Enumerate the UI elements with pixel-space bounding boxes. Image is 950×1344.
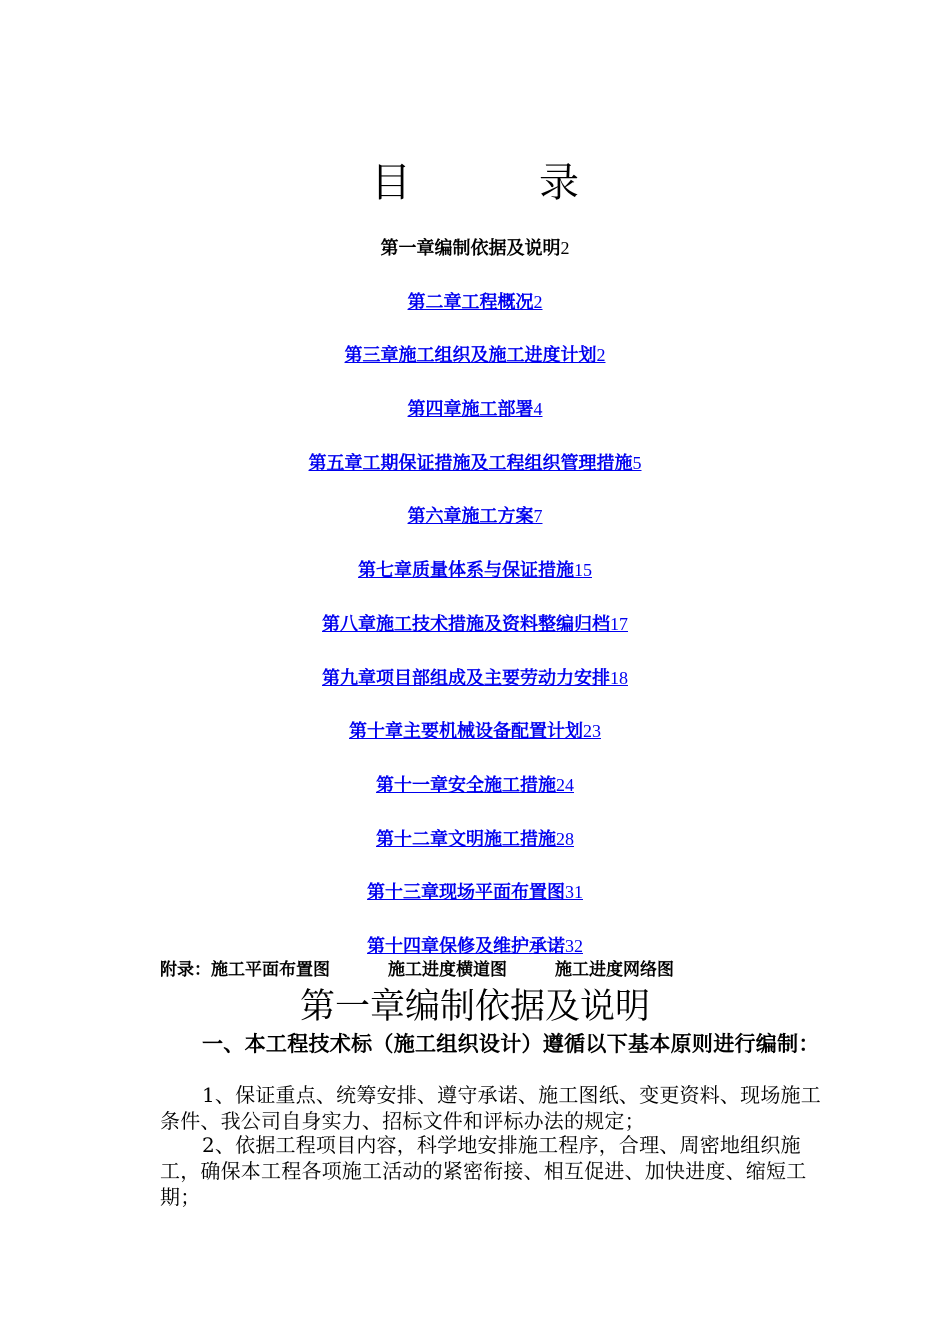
toc-link-4[interactable]	[408, 399, 543, 420]
toc-item-page: 17	[610, 613, 628, 634]
toc-link-7[interactable]	[358, 560, 592, 581]
body-paragraph-1: 1、保证重点、统筹安排、遵守承诺、施工图纸、变更资料、现场施工条件、我公司自身实力、招标文件和评标办法的规定；	[160, 1083, 821, 1133]
toc-item-page: 2	[596, 345, 606, 366]
appendix-line	[160, 958, 860, 982]
toc-item-title: 第四章施工部署	[407, 399, 534, 421]
toc-item-page: 2	[533, 291, 543, 312]
toc-item-5[interactable]	[0, 447, 950, 501]
body-paragraph-2: 2、依据工程项目内容，科学地安排施工程序，合理、周密地组织施工，确保本工程各项施工活动的紧密衔接、相互促进、加快进度、缩短工期；	[160, 1133, 807, 1209]
toc-item-3[interactable]	[0, 339, 950, 393]
toc-item-title: 第十一章安全施工措施	[376, 774, 556, 796]
toc-link-5[interactable]	[309, 453, 642, 474]
toc-item-page: 5	[632, 452, 642, 473]
toc-item-title: 第十章主要机械设备配置计划	[349, 721, 583, 743]
toc-item-title: 第五章工期保证措施及工程组织管理措施	[308, 452, 633, 474]
toc-link-6[interactable]	[408, 506, 543, 527]
toc-item-9[interactable]	[0, 662, 950, 716]
toc-item-13[interactable]	[0, 876, 950, 930]
toc-item-title: 第十四章保修及维护承诺	[367, 935, 565, 957]
toc-item-page: 31	[565, 882, 583, 903]
toc-item-page: 2	[560, 238, 570, 258]
toc-title-char-1: 目	[371, 160, 411, 206]
toc-item-title: 第十二章文明施工措施	[376, 828, 556, 850]
appendix-label: 附录：施工平面布置图	[160, 960, 330, 980]
toc-item-4[interactable]	[0, 393, 950, 447]
toc-item-page: 4	[533, 399, 543, 420]
toc-item-page: 28	[556, 828, 574, 849]
toc-title	[0, 158, 950, 208]
toc-item-page: 15	[574, 560, 592, 581]
toc-item-title: 第八章施工技术措施及资料整编归档	[322, 613, 610, 635]
toc-link-13[interactable]	[367, 882, 583, 903]
toc-item-7[interactable]	[0, 554, 950, 608]
toc-item-page: 23	[583, 721, 601, 742]
toc-item-11[interactable]	[0, 769, 950, 823]
toc-link-1[interactable]	[381, 238, 570, 259]
toc-item-6[interactable]	[0, 500, 950, 554]
toc-item-8[interactable]	[0, 608, 950, 662]
toc-link-11[interactable]	[376, 775, 574, 796]
section-heading: 一、本工程技术标（施工组织设计）遵循以下基本原则进行编制：	[202, 1032, 820, 1056]
toc-item-page: 7	[533, 506, 543, 527]
toc-item-page: 18	[610, 667, 628, 688]
chapter-title: 第一章编制依据及说明	[299, 987, 650, 1027]
appendix-item-network: 施工进度网络图	[555, 960, 674, 980]
toc-item-title: 第六章施工方案	[407, 506, 534, 528]
toc-list	[0, 232, 950, 984]
toc-item-12[interactable]	[0, 823, 950, 877]
toc-item-1[interactable]	[0, 232, 950, 286]
toc-item-title: 第十三章现场平面布置图	[367, 882, 565, 904]
toc-item-title: 第二章工程概况	[407, 291, 534, 313]
toc-item-title: 第三章施工组织及施工进度计划	[344, 345, 597, 367]
toc-title-char-2: 录	[539, 160, 579, 206]
toc-link-3[interactable]	[345, 345, 606, 366]
toc-link-2[interactable]	[408, 292, 543, 313]
toc-item-10[interactable]	[0, 715, 950, 769]
toc-link-9[interactable]	[322, 668, 628, 689]
toc-item-title: 第一章编制依据及说明	[380, 238, 561, 259]
toc-link-12[interactable]	[376, 829, 574, 850]
toc-link-14[interactable]	[367, 936, 583, 957]
toc-link-10[interactable]	[349, 721, 601, 742]
toc-link-8[interactable]	[322, 614, 628, 635]
toc-item-title: 第九章项目部组成及主要劳动力安排	[322, 667, 610, 689]
toc-item-page: 32	[565, 935, 583, 956]
appendix-item-gantt: 施工进度横道图	[388, 960, 507, 980]
toc-item-page: 24	[556, 774, 574, 795]
toc-item-2[interactable]	[0, 286, 950, 340]
toc-item-title: 第七章质量体系与保证措施	[358, 560, 574, 582]
